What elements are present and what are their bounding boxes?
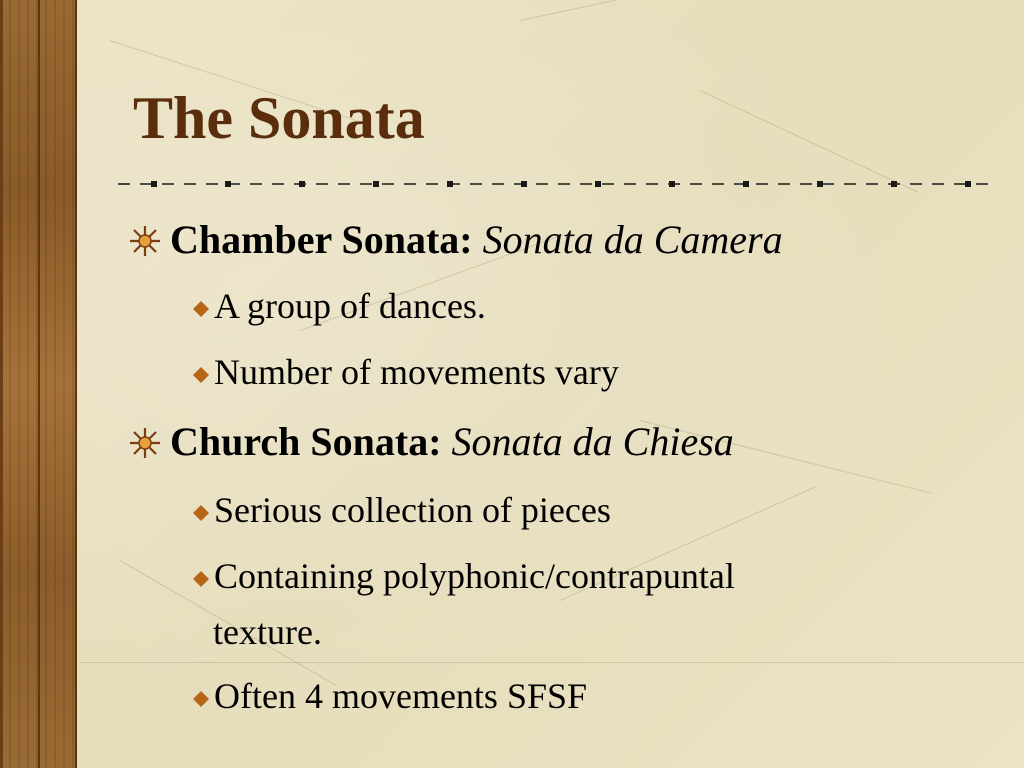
sub-bullet-text: A group of dances. — [214, 286, 486, 326]
sidebar-stripe — [0, 0, 3, 768]
paper-texture — [520, 0, 814, 21]
diamond-bullet-icon — [192, 366, 210, 384]
title-divider — [118, 176, 994, 192]
sidebar-stripe — [38, 0, 40, 768]
slide-title: The Sonata — [133, 85, 425, 151]
sub-bullet-text: Containing polyphonic/contrapuntal — [214, 556, 735, 596]
sub-bullet-text-continuation: texture. — [213, 612, 322, 652]
bullet-heading-italic: Sonata da Camera — [482, 217, 783, 262]
diamond-bullet-icon — [192, 300, 210, 318]
paper-texture — [80, 662, 1024, 663]
sub-bullet-text: Often 4 movements SFSF — [214, 676, 588, 716]
bullet-heading-italic: Sonata da Chiesa — [451, 419, 734, 464]
sidebar-stripe — [75, 0, 77, 768]
bullet-heading: Church Sonata: — [170, 419, 442, 464]
starburst-icon — [128, 224, 162, 258]
decorative-sidebar — [0, 0, 77, 768]
diamond-bullet-icon — [192, 690, 210, 708]
diamond-bullet-icon — [192, 570, 210, 588]
sub-bullet-text: Serious collection of pieces — [214, 490, 611, 530]
bullet-heading: Chamber Sonata: — [170, 217, 473, 262]
diamond-bullet-icon — [192, 504, 210, 522]
sub-bullet-text: Number of movements vary — [214, 352, 619, 392]
starburst-icon — [128, 426, 162, 460]
